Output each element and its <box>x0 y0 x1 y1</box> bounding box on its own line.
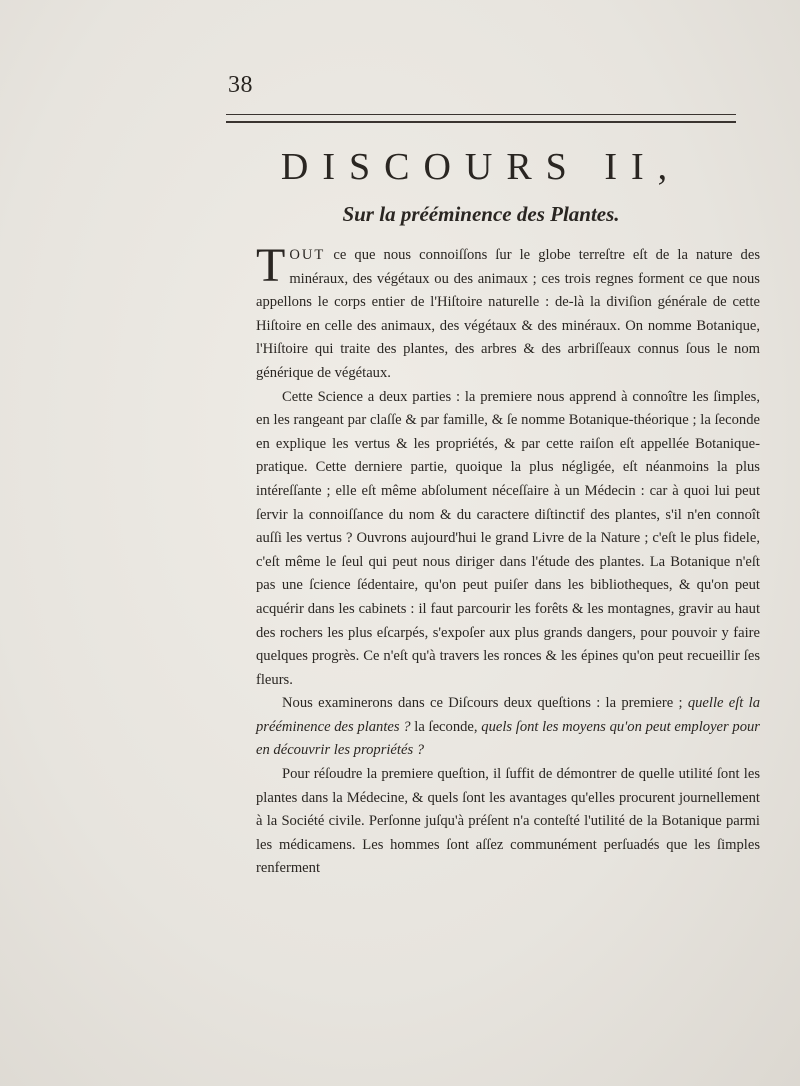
paragraph-2: Cette Science a deux parties : la premiere nous apprend à connoître les ſimples, en les rangeant par claſſe & par famille, & ſe nomme Botanique-théorique ; la ſeconde en explique les vertus & les propriétés, & par cette raiſon eſt appellée Botanique-pratique. Cette derniere partie, quoique la plus négligée, eſt néanmoins la plus intéreſſante ; elle eſt même abſolument néceſſaire à un Médecin : car à quoi lui peut ſervir la connoiſſance du nom & du caractere diſtinctif des plantes, s'il n'en connoît auſſi les vertus ? Ouvrons aujourd'hui le grand Livre de la Nature ; c'eſt le plus fidele, c'eſt même le ſeul qui peut nous diriger dans l'étude des plantes. La Botanique n'eſt pas une ſcience ſédentaire, qu'on peut puiſer dans les bibliotheques, & qu'on peut acquérir dans les cabinets : il faut parcourir les forêts & les montagnes, gravir au haut des rochers les plus eſcarpés, s'expoſer aux plus grands dangers, pour pouvoir y faire quelques progrès. Ce n'eſt qu'à travers les ronces & les épines qu'on peut recueillir ſes fleurs. <box>256 388 760 688</box>
paragraph-3-text-a: Nous examinerons dans ce Diſcours deux queſtions : la premiere ; <box>282 695 688 712</box>
chapter-subtitle: Sur la prééminence des Plantes. <box>342 202 620 226</box>
paragraph-3 <box>256 692 760 763</box>
page-number: 38 <box>228 72 253 98</box>
header-rule <box>226 114 736 123</box>
paragraph-3-text-b: la ſeconde, <box>410 718 482 735</box>
paragraph-4: Pour réſoudre la premiere queſtion, il ſuffit de démontrer de quelle utilité ſont les plantes dans la Médecine, & quels ſont les avantages qu'elles procurent journellement à la Société civile. Perſonne juſqu'à préſent n'a conteſté l'utilité de la Botanique parmi les médicamens. Les hommes ſont aſſez communément perſuadés que les ſimples renferment <box>256 766 760 877</box>
paragraph-1 <box>256 239 760 386</box>
chapter-title: DISCOURS II, <box>280 146 682 188</box>
question-2: quels ſont les moyens qu'on peut employer pour en découvrir les propriétés ? <box>256 718 760 759</box>
opening-word: OUT <box>289 247 326 263</box>
body-text <box>256 239 760 881</box>
question-1: quelle eſt la prééminence des plantes ? <box>256 695 760 735</box>
paragraph-1-text: ce que nous connoiſſons ſur le globe terreſtre eſt de la nature des minéraux, des végétaux ou des animaux ; ces trois regnes forment ce que nous appellons le corps entier de l'Hiſtoire naturelle : de-là la diviſion générale de cette Hiſtoire en celle des animaux, des végétaux & des minéraux. On nomme Botanique, l'Hiſtoire qui traite des plantes, des arbres & des arbriſſeaux connus ſous le nom générique de végétaux. <box>256 247 760 381</box>
drop-cap: T <box>256 239 286 292</box>
